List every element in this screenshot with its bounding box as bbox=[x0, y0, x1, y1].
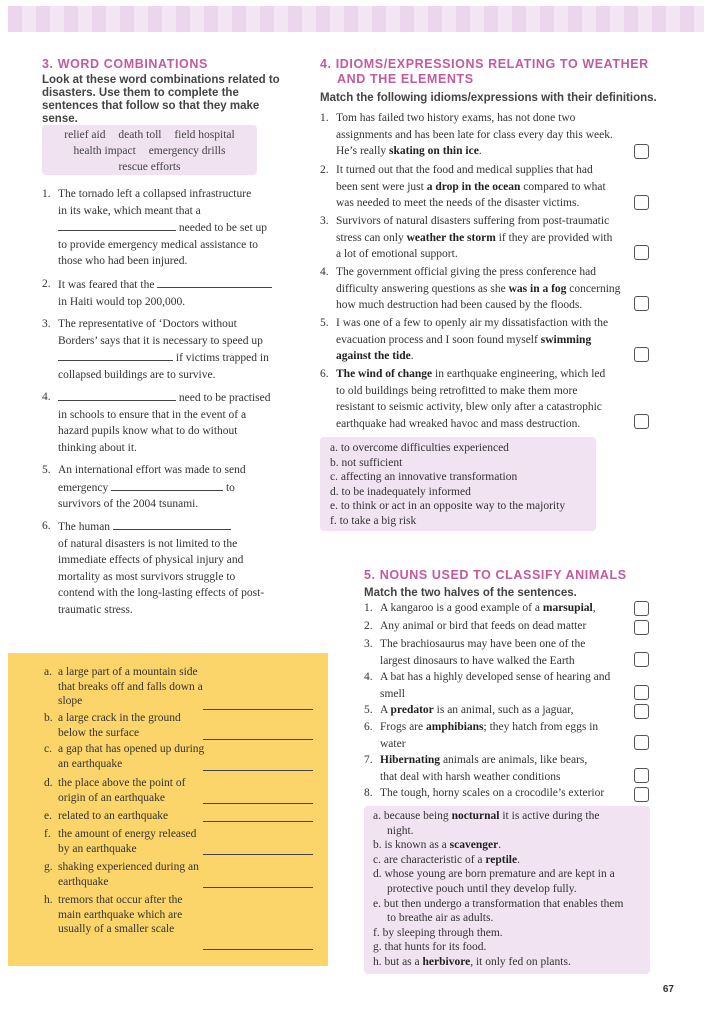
keyword: Hibernating bbox=[380, 754, 441, 766]
question-number: 3. bbox=[42, 318, 51, 330]
definition-letter: e. bbox=[44, 810, 52, 822]
question-line: largest dinosaurs to have walked the Earth bbox=[380, 654, 575, 667]
question-number: 5. bbox=[364, 704, 373, 716]
question-number: 1. bbox=[320, 112, 329, 124]
answer-line[interactable] bbox=[203, 739, 313, 740]
section-3-header bbox=[42, 57, 292, 126]
answer-checkbox[interactable] bbox=[634, 601, 649, 616]
section-5-title: 5. NOUNS USED TO CLASSIFY ANIMALS bbox=[364, 568, 627, 582]
s3-question-4 bbox=[42, 389, 292, 459]
question-number: 5. bbox=[320, 317, 329, 329]
question-number: 2. bbox=[364, 620, 373, 632]
question-line: evacuation process and I soon found myself bbox=[336, 333, 541, 346]
s5-question-1 bbox=[364, 600, 629, 617]
answer-blank[interactable] bbox=[58, 219, 176, 231]
answer-checkbox[interactable] bbox=[634, 735, 649, 750]
section-4-header bbox=[320, 57, 670, 105]
question-line: contend with the long-lasting effects of post- bbox=[58, 587, 265, 599]
question-line: is an animal, such as a jaguar, bbox=[433, 704, 574, 716]
word-item: rescue efforts bbox=[118, 161, 181, 173]
question-line: An international effort was made to send bbox=[58, 464, 246, 476]
question-number: 4. bbox=[42, 391, 51, 403]
s4-question-5 bbox=[320, 315, 630, 367]
definition-item: c. are characteristic of a reptile. bbox=[373, 853, 520, 866]
question-line: those who had been injured. bbox=[58, 255, 188, 267]
s3-question-2 bbox=[42, 276, 292, 312]
s5-definitions-box bbox=[364, 806, 650, 974]
s4-definitions-box bbox=[320, 437, 596, 531]
question-line: Survivors of natural disasters suffering from post-traumatic bbox=[336, 215, 610, 227]
s4-question-2 bbox=[320, 162, 630, 214]
question-number: 2. bbox=[320, 164, 329, 176]
question-line: to bbox=[225, 481, 235, 494]
definition-letter: a. bbox=[44, 666, 52, 678]
question-line: in its wake, which meant that a bbox=[58, 204, 201, 217]
question-line: animals are animals, like bears, bbox=[440, 754, 588, 766]
question-line: The brachiosaurus may have been one of the bbox=[380, 638, 586, 650]
question-line: a lot of emotional support. bbox=[336, 248, 458, 260]
question-line: A bat has a highly developed sense of hearing and bbox=[380, 671, 611, 683]
definition-item: c. affecting an innovative transformation bbox=[330, 471, 518, 483]
section-5-header bbox=[364, 568, 664, 600]
question-line: resistant to seismic activity, blew only after a catastrophic bbox=[336, 401, 602, 413]
answer-checkbox[interactable] bbox=[634, 347, 649, 362]
question-number: 6. bbox=[42, 520, 51, 532]
question-line: assignments and has been late for class every day this week. bbox=[336, 128, 613, 141]
question-line: emergency bbox=[58, 481, 109, 494]
question-line: . bbox=[478, 145, 482, 157]
question-line: I was one of a few to openly air my dissatisfaction with the bbox=[336, 317, 609, 329]
question-number: 6. bbox=[364, 721, 373, 733]
question-line: if they are provided with bbox=[495, 231, 613, 244]
idiom-text: a drop in the ocean bbox=[426, 180, 521, 193]
idiom-text: weather the storm bbox=[406, 231, 496, 244]
answer-checkbox[interactable] bbox=[634, 414, 649, 429]
question-line: traumatic stress. bbox=[58, 603, 133, 616]
question-line: Tom has failed two history exams, has not done two bbox=[336, 112, 576, 124]
question-number: 1. bbox=[42, 188, 51, 200]
definition-text: a gap that has opened up during an earthquake bbox=[58, 743, 205, 770]
definition-text: related to an earthquake bbox=[58, 810, 169, 822]
definition-text: tremors that occur after the main earthquake which are usually of a smaller scale bbox=[58, 894, 183, 935]
answer-line[interactable] bbox=[203, 803, 313, 804]
definition-item: a. to overcome difficulties experienced bbox=[330, 442, 509, 454]
question-number: 4. bbox=[320, 266, 329, 278]
question-line: Borders’ says that it is necessary to speed up bbox=[58, 334, 263, 347]
s5-question-4 bbox=[364, 669, 629, 703]
answer-checkbox[interactable] bbox=[634, 620, 649, 635]
question-number: 8. bbox=[364, 787, 373, 799]
s3-question-5 bbox=[42, 462, 292, 514]
s5-question-3 bbox=[364, 636, 629, 670]
answer-line[interactable] bbox=[203, 770, 313, 771]
definition-letter: h. bbox=[44, 894, 53, 906]
answer-line[interactable] bbox=[203, 854, 313, 855]
question-number: 2. bbox=[42, 278, 51, 290]
question-line: hazard pupils know what to do without bbox=[58, 425, 238, 437]
s5-question-6 bbox=[364, 719, 629, 753]
definition-text: a large crack in the ground below the surface bbox=[58, 712, 181, 739]
definition-item: e. to think or act in an opposite way to the majority bbox=[330, 500, 566, 512]
definition-text: shaking experienced during an earthquake bbox=[58, 861, 199, 888]
definition-item: b. not sufficient bbox=[330, 456, 403, 469]
answer-checkbox[interactable] bbox=[634, 195, 649, 210]
s3-question-3 bbox=[42, 316, 292, 386]
definition-item: e. but then undergo a transformation that enables them to breathe air as adults. bbox=[373, 897, 624, 925]
idiom-text: The wind of change bbox=[336, 368, 433, 380]
question-line: in earthquake engineering, which led bbox=[432, 368, 606, 380]
definition-letter: g. bbox=[44, 861, 53, 873]
definition-item: f. to take a big risk bbox=[330, 514, 417, 527]
answer-checkbox[interactable] bbox=[634, 144, 649, 159]
question-line: The government official giving the press conference had bbox=[336, 266, 597, 278]
word-item: emergency drills bbox=[148, 145, 226, 157]
definition-item: b. is known as a scavenger. bbox=[373, 839, 502, 852]
answer-line[interactable] bbox=[203, 709, 313, 710]
answer-checkbox[interactable] bbox=[634, 652, 649, 667]
question-line: in Haiti would top 200,000. bbox=[58, 295, 186, 308]
answer-checkbox[interactable] bbox=[634, 787, 649, 802]
idiom-text: swimming bbox=[540, 333, 592, 346]
s5-question-8 bbox=[364, 785, 629, 802]
answer-blank[interactable] bbox=[58, 349, 173, 361]
s4-question-6 bbox=[320, 366, 630, 434]
question-line: earthquake had wreaked havoc and mass destruction. bbox=[336, 417, 581, 430]
section-4-title: 4. IDIOMS/EXPRESSIONS RELATING TO WEATHER AND THE ELEMENTS bbox=[320, 57, 649, 86]
question-line: The human bbox=[58, 521, 111, 533]
definition-letter: d. bbox=[44, 777, 53, 789]
question-line: how much destruction had been caused by the floods. bbox=[336, 299, 583, 311]
question-number: 7. bbox=[364, 754, 373, 766]
definition-item: g. that hunts for its food. bbox=[373, 941, 487, 954]
answer-checkbox[interactable] bbox=[634, 296, 649, 311]
answer-checkbox[interactable] bbox=[634, 704, 649, 719]
definition-text: the amount of energy released by an earthquake bbox=[58, 828, 197, 855]
s4-question-1 bbox=[320, 110, 630, 162]
answer-blank[interactable] bbox=[58, 389, 176, 401]
question-line: Any animal or bird that feeds on dead matter bbox=[380, 620, 587, 632]
question-line: difficulty answering questions as she bbox=[336, 282, 509, 295]
top-banner bbox=[8, 6, 704, 32]
question-line: thinking about it. bbox=[58, 441, 137, 454]
definition-letter: c. bbox=[44, 743, 52, 755]
question-line: of natural disasters is not limited to the bbox=[58, 537, 238, 550]
question-line: survivors of the 2004 tsunami. bbox=[58, 498, 199, 510]
question-line: The tornado left a collapsed infrastructure bbox=[58, 188, 252, 200]
keyword: marsupial bbox=[542, 602, 593, 614]
idiom-text: against the tide bbox=[336, 350, 411, 362]
s3-question-6 bbox=[42, 518, 292, 622]
answer-checkbox[interactable] bbox=[634, 768, 649, 783]
question-line: ; they hatch from eggs in bbox=[483, 721, 599, 733]
definition-letter: f. bbox=[44, 828, 51, 840]
s3-question-1 bbox=[42, 186, 292, 272]
question-line: He’s really bbox=[336, 145, 390, 157]
word-box bbox=[42, 125, 257, 175]
idiom-text: skating on thin ice bbox=[389, 145, 479, 157]
word-item: relief aid bbox=[64, 129, 106, 141]
question-line: collapsed buildings are to survive. bbox=[58, 368, 216, 381]
word-item: field hospital bbox=[174, 129, 235, 141]
section-3-instruction: Look at these word combinations related to disasters. Use them to complete the sentences that follow so that they make sense. bbox=[42, 74, 280, 125]
question-line: immediate effects of physical injury and bbox=[58, 554, 244, 566]
question-line: was needed to meet the needs of the disaster victims. bbox=[336, 197, 580, 209]
question-line: The representative of ‘Doctors without bbox=[58, 318, 237, 330]
answer-line[interactable] bbox=[203, 949, 313, 950]
question-line: that deal with harsh weather conditions bbox=[380, 770, 561, 783]
keyword: predator bbox=[390, 704, 434, 716]
question-line: Frogs are bbox=[380, 721, 426, 733]
section-4-instruction: Match the following idioms/expressions with their definitions. bbox=[320, 92, 657, 104]
definition-letter: b. bbox=[44, 712, 53, 724]
section-3-title: 3. WORD COMBINATIONS bbox=[42, 57, 208, 71]
question-line: water bbox=[380, 737, 406, 750]
answer-blank[interactable] bbox=[113, 518, 231, 530]
question-line: The tough, horny scales on a crocodile’s exterior bbox=[380, 787, 605, 799]
question-line: mortality as most survivors struggle to bbox=[58, 570, 236, 583]
definition-item: h. but as a herbivore, it only fed on plants. bbox=[373, 955, 571, 968]
question-line: need to be practised bbox=[178, 392, 271, 404]
answer-line[interactable] bbox=[203, 887, 313, 888]
definition-item: f. by sleeping through them. bbox=[373, 926, 503, 939]
word-item: health impact bbox=[73, 145, 136, 157]
question-line: smell bbox=[380, 687, 405, 700]
idiom-text: was in a fog bbox=[508, 282, 567, 295]
s5-question-7 bbox=[364, 752, 629, 786]
question-line: A kangaroo is a good example of a bbox=[380, 602, 543, 614]
definition-item: a. because being nocturnal it is active during the night. bbox=[373, 810, 600, 837]
question-line: in schools to ensure that in the event of a bbox=[58, 408, 247, 421]
definition-text: the place above the point of origin of an earthquake bbox=[58, 777, 186, 804]
s4-question-3 bbox=[320, 213, 630, 265]
question-number: 5. bbox=[42, 464, 51, 476]
definition-item: d. to be inadequately informed bbox=[330, 485, 471, 498]
question-number: 1. bbox=[364, 602, 373, 614]
definition-text: a large part of a mountain side that breaks off and falls down a slope bbox=[58, 666, 203, 707]
answer-blank[interactable] bbox=[111, 479, 223, 491]
question-line: compared to what bbox=[520, 180, 606, 193]
answer-line[interactable] bbox=[203, 821, 313, 822]
keyword: amphibians bbox=[426, 721, 484, 733]
section-5-instruction: Match the two halves of the sentences. bbox=[364, 587, 577, 599]
question-line: needed to be set up bbox=[178, 222, 268, 234]
question-number: 3. bbox=[320, 215, 329, 227]
question-line: , bbox=[592, 602, 596, 614]
earthquake-definitions-box bbox=[8, 653, 328, 966]
page-number: 67 bbox=[662, 984, 674, 995]
s4-question-4 bbox=[320, 264, 630, 316]
answer-checkbox[interactable] bbox=[634, 245, 649, 260]
definition-item: d. whose young are born premature and are kept in a protective pouch until they develop fully. bbox=[373, 868, 615, 895]
question-line: stress can only bbox=[336, 231, 407, 244]
question-line: It turned out that the food and medical supplies that had bbox=[336, 164, 593, 176]
answer-checkbox[interactable] bbox=[634, 685, 649, 700]
question-number: 6. bbox=[320, 368, 329, 380]
s5-question-5 bbox=[364, 702, 629, 719]
question-line: been sent were just bbox=[336, 180, 427, 193]
question-number: 3. bbox=[364, 638, 373, 650]
question-line: concerning bbox=[566, 282, 621, 295]
answer-blank[interactable] bbox=[157, 276, 272, 288]
question-line: to old buildings being retrofitted to make them more bbox=[336, 384, 578, 397]
word-item: death toll bbox=[118, 129, 162, 141]
question-line: . bbox=[410, 350, 414, 362]
s5-question-2 bbox=[364, 618, 629, 635]
question-number: 4. bbox=[364, 671, 373, 683]
question-line: if victims trapped in bbox=[175, 352, 269, 364]
question-line: to provide emergency medical assistance to bbox=[58, 238, 259, 251]
question-line: A bbox=[380, 704, 391, 716]
question-line: It was feared that the bbox=[58, 279, 155, 291]
